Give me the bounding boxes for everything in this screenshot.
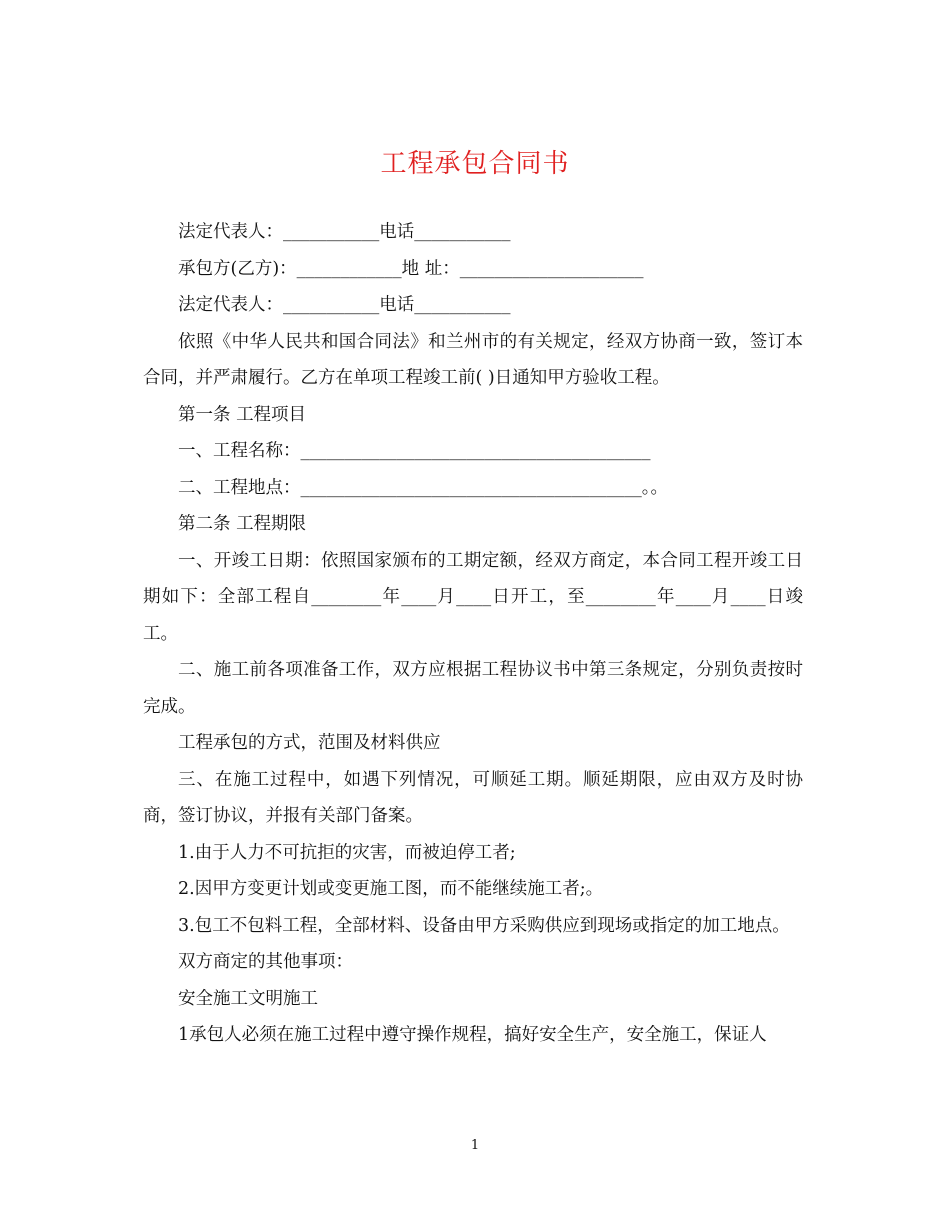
paragraph-project-name: 一、工程名称：________________________________________	[178, 441, 651, 461]
article-1-heading: 第一条 工程项目	[178, 404, 307, 425]
paragraph-project-location: 二、工程地点：_______________________________________。。	[178, 477, 668, 498]
paragraph-preparation-work: 二、施工前各项准备工作，双方应根据工程协议书中第三条规定，分别负责按时完成。	[143, 660, 803, 717]
document-body	[143, 214, 803, 1054]
article-2-heading: 第二条 工程期限	[178, 514, 307, 534]
paragraph-contractor: 承包方(乙方)：____________地 址：_____________________	[178, 258, 644, 279]
paragraph-start-completion-dates: 一、开竣工日期：依照国家颁布的工期定额，经双方商定，本合同工程开竣工日期如下：全部工程自________年____月____日开工，至________年____月____日竣工。	[143, 550, 803, 644]
paragraph-legal-rep-2: 法定代表人：___________电话___________	[178, 295, 511, 315]
document-title: 工程承包合同书	[380, 149, 570, 179]
list-item-plan-change: 2.因甲方变更计划或变更施工图，而不能继续施工者;。	[178, 879, 604, 899]
paragraph-legal-rep-1: 法定代表人：___________电话___________	[178, 222, 511, 242]
page-number: 1	[470, 1138, 480, 1153]
list-item-force-majeure: 1.由于人力不可抗拒的灾害，而被迫停工者;	[178, 842, 516, 863]
paragraph-extension-conditions: 三、在施工过程中，如遇下列情况，可顺延工期。顺延期限，应由双方及时协商，签订协议，并报有关部门备案。	[143, 769, 803, 826]
section-heading-other-matters: 双方商定的其他事项：	[178, 952, 353, 972]
section-heading-safety: 安全施工文明施工	[178, 988, 318, 1009]
paragraph-safety-rules: 1承包人必须在施工过程中遵守操作规程，搞好安全生产，安全施工，保证人	[178, 1025, 767, 1045]
paragraph-preamble: 依照《中华人民共和国合同法》和兰州市的有关规定，经双方协商一致，签订本合同，并严肃履行。乙方在单项工程竣工前( )日通知甲方验收工程。	[143, 331, 803, 388]
section-heading-contract-method: 工程承包的方式，范围及材料供应	[178, 733, 441, 753]
list-item-material-supply: 3.包工不包料工程，全部材料、设备由甲方采购供应到现场或指定的加工地点。	[178, 915, 790, 936]
